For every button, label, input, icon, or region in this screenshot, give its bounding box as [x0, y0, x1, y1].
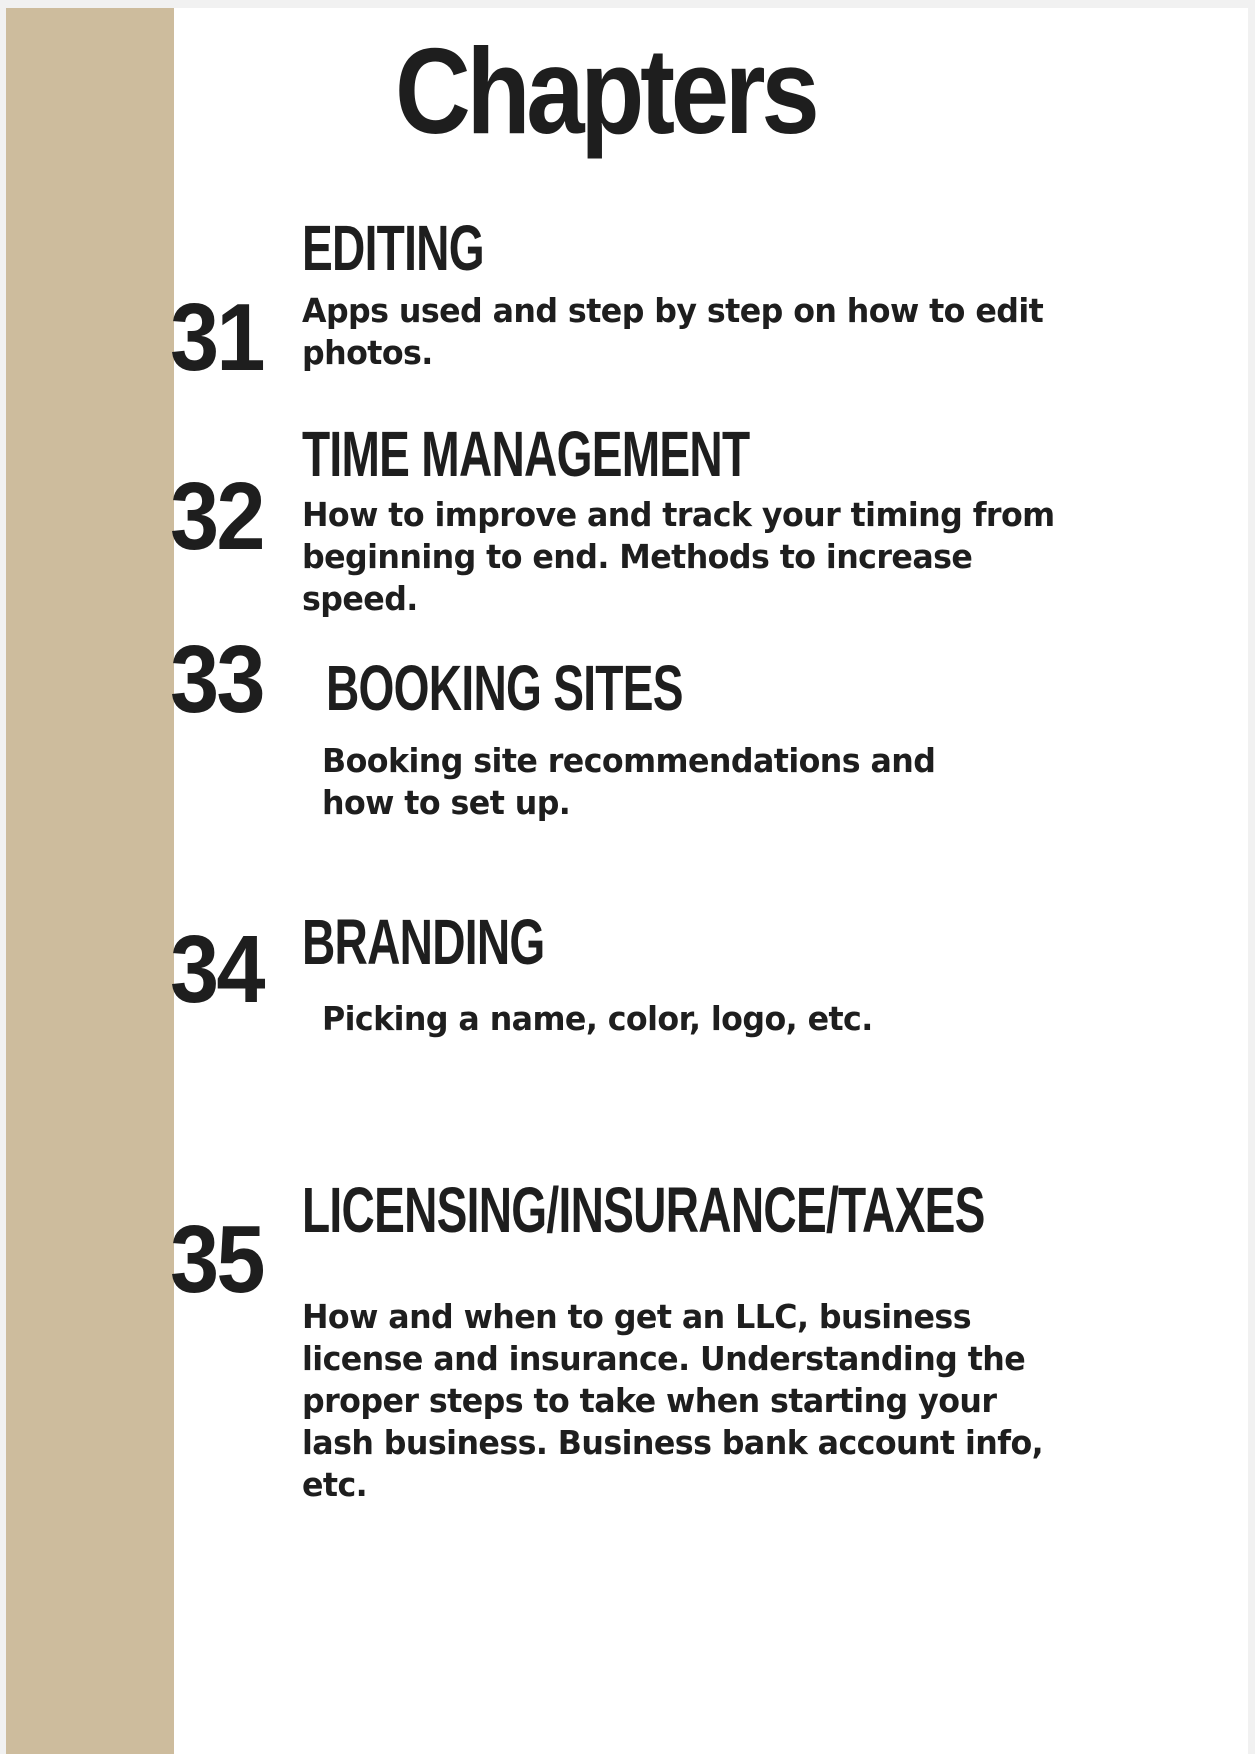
chapter-heading: BOOKING SITES — [326, 652, 683, 724]
chapter-number: 34 — [170, 916, 263, 1023]
chapter-heading: LICENSING/INSURANCE/TAXES — [302, 1174, 985, 1246]
chapter-heading: TIME MANAGEMENT — [302, 418, 750, 490]
chapter-description: Picking a name, color, logo, etc. — [322, 999, 873, 1038]
chapter-heading: BRANDING — [302, 906, 545, 978]
side-bar — [6, 8, 174, 1754]
chapter-heading: EDITING — [302, 212, 484, 284]
page-title: Chapters — [395, 23, 816, 159]
chapter-description: Booking site recommendations and how to set up. — [322, 741, 936, 822]
chapter-number: 33 — [170, 626, 263, 733]
chapter-number: 31 — [170, 284, 263, 391]
chapter-number: 35 — [170, 1206, 263, 1313]
chapter-description: Apps used and step by step on how to edit photos. — [302, 291, 1044, 372]
chapter-description: How to improve and track your timing from beginning to end. Methods to increase speed. — [302, 495, 1055, 618]
chapter-number: 32 — [170, 463, 263, 570]
chapter-description: How and when to get an LLC, business license and insurance. Understanding the proper steps to take when starting your lash business. Business bank account info, etc. — [302, 1297, 1044, 1504]
